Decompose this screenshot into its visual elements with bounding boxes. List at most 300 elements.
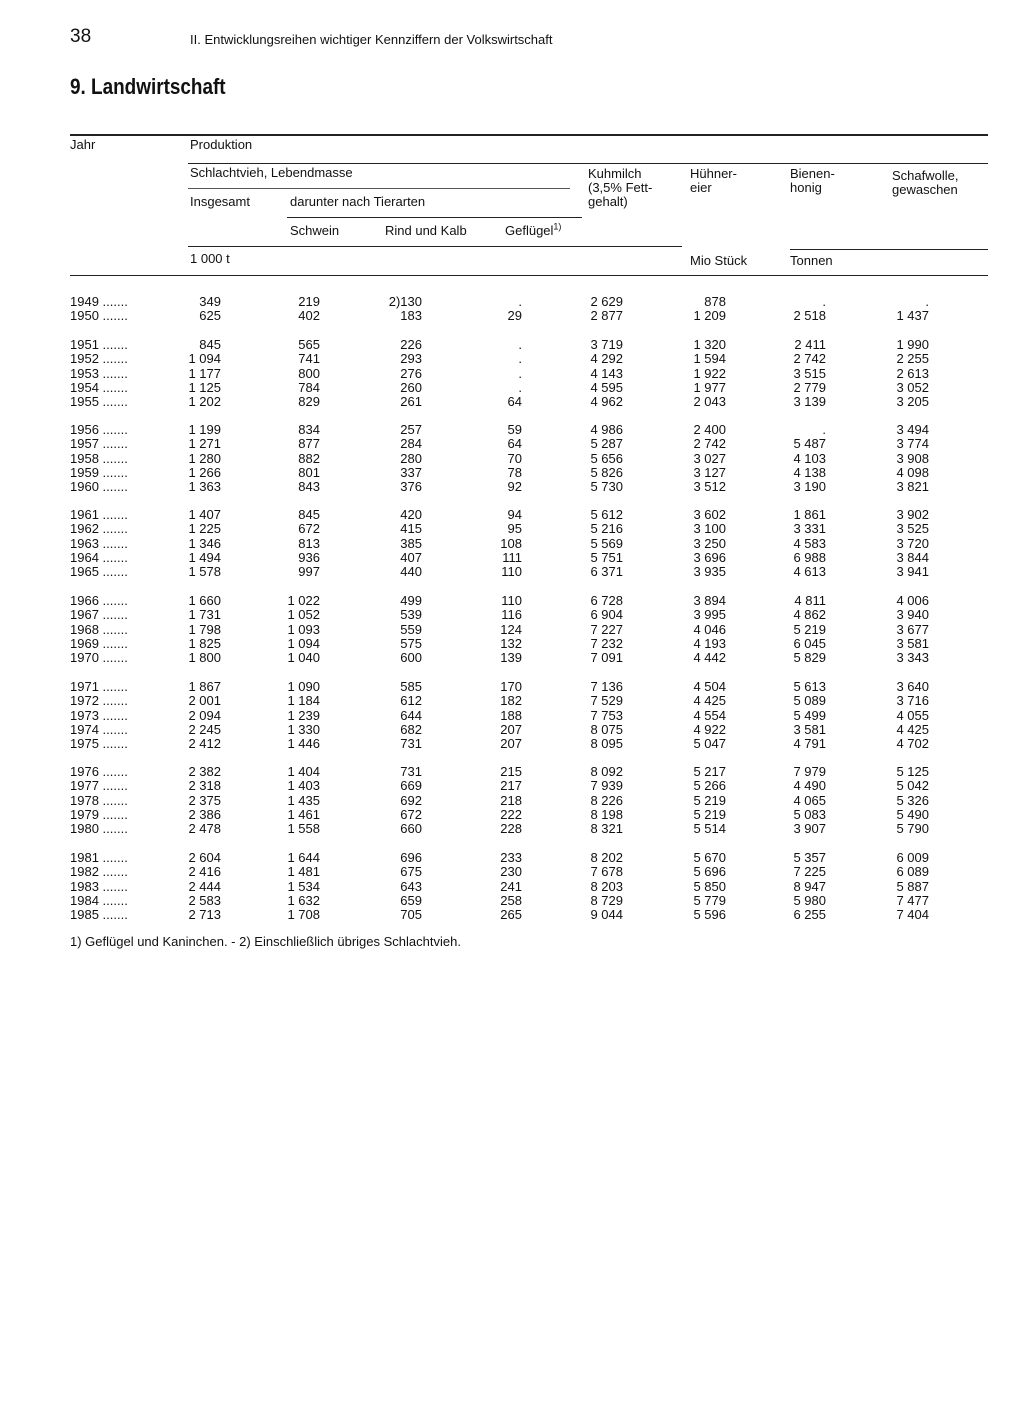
cell-schafwolle: 2 613 (896, 365, 929, 381)
cell-year: 1964 ....... (70, 549, 128, 565)
cell-schafwolle: 6 009 (896, 850, 929, 865)
cell-schafwolle: 3 941 (896, 564, 929, 580)
cell-year: 1949 ....... (70, 294, 128, 309)
cell-insgesamt: 1 177 (188, 365, 221, 381)
cell-insgesamt: 1 407 (188, 507, 221, 522)
cell-huehnereier: 4 554 (693, 707, 726, 723)
cell-insgesamt: 1 825 (188, 635, 221, 651)
header-darunter: darunter nach Tierarten (290, 194, 426, 209)
table-row (0, 880, 1024, 894)
cell-schafwolle: 5 887 (896, 878, 929, 894)
cell-bienenhonig: 2 779 (793, 379, 826, 395)
cell-schafwolle: 3 581 (896, 635, 929, 651)
cell-schafwolle: 3 844 (896, 549, 929, 565)
cell-insgesamt: 1 363 (188, 479, 221, 495)
cell-year: 1981 ....... (70, 850, 128, 865)
cell-schwein: 845 (298, 507, 320, 522)
cell-year: 1985 ....... (70, 907, 128, 923)
cell-schafwolle: 5 790 (896, 821, 929, 837)
cell-huehnereier: 3 127 (693, 464, 726, 480)
cell-year: 1975 ....... (70, 736, 128, 752)
cell-schwein: 1 052 (287, 607, 320, 623)
header-jahr: Jahr (70, 137, 96, 152)
cell-schafwolle: 4 055 (896, 707, 929, 723)
cell-insgesamt: 1 660 (188, 593, 221, 608)
cell-schwein: 565 (298, 337, 320, 352)
cell-bienenhonig: 3 139 (793, 394, 826, 410)
cell-schafwolle: 3 343 (896, 650, 929, 666)
cell-gefluegel: . (518, 351, 522, 367)
cell-year: 1973 ....... (70, 707, 128, 723)
table-row (0, 623, 1024, 637)
cell-schafwolle: 5 042 (896, 778, 929, 794)
cell-insgesamt: 1 800 (188, 650, 221, 666)
cell-bienenhonig: 3 515 (793, 365, 826, 381)
cell-huehnereier: 1 320 (693, 337, 726, 352)
header-bottom-rule (70, 275, 988, 276)
cell-huehnereier: 2 043 (693, 394, 726, 410)
cell-schwein: 1 558 (287, 821, 320, 837)
cell-schafwolle: 6 089 (896, 864, 929, 880)
cell-kuhmilch: 8 321 (590, 821, 623, 837)
cell-year: 1955 ....... (70, 394, 128, 410)
cell-year: 1974 ....... (70, 721, 128, 737)
cell-schafwolle: 3 774 (896, 436, 929, 452)
cell-rind-kalb: 385 (400, 535, 422, 551)
cell-schafwolle: 5 125 (896, 764, 929, 779)
cell-rind-kalb: 183 (400, 308, 422, 324)
cell-schafwolle: 4 006 (896, 593, 929, 608)
cell-bienenhonig: 4 613 (793, 564, 826, 580)
cell-insgesamt: 1 346 (188, 535, 221, 551)
cell-kuhmilch: 4 292 (590, 351, 623, 367)
cell-bienenhonig: 7 979 (793, 764, 826, 779)
cell-rind-kalb: 612 (400, 693, 422, 709)
cell-schwein: 843 (298, 479, 320, 495)
table-row (0, 651, 1024, 665)
cell-rind-kalb: 539 (400, 607, 422, 623)
cell-schwein: 1 239 (287, 707, 320, 723)
cell-kuhmilch: 5 656 (590, 450, 623, 466)
cell-gefluegel: 207 (500, 736, 522, 752)
cell-gefluegel: . (518, 379, 522, 395)
cell-schafwolle: 3 821 (896, 479, 929, 495)
cell-schwein: 1 435 (287, 792, 320, 808)
cell-gefluegel: 94 (507, 507, 522, 522)
cell-year: 1961 ....... (70, 507, 128, 522)
cell-schwein: 1 404 (287, 764, 320, 779)
cell-gefluegel: 170 (500, 679, 522, 694)
cell-huehnereier: 5 696 (693, 864, 726, 880)
table-row (0, 466, 1024, 480)
cell-rind-kalb: 696 (400, 850, 422, 865)
cell-insgesamt: 349 (199, 294, 221, 309)
cell-schafwolle: 3 720 (896, 535, 929, 551)
cell-rind-kalb: 705 (400, 907, 422, 923)
cell-bienenhonig: 3 190 (793, 479, 826, 495)
cell-huehnereier: 4 046 (693, 621, 726, 637)
cell-huehnereier: 878 (704, 294, 726, 309)
cell-schafwolle: 3 902 (896, 507, 929, 522)
cell-kuhmilch: 4 986 (590, 422, 623, 437)
cell-insgesamt: 1 266 (188, 464, 221, 480)
cell-year: 1979 ....... (70, 806, 128, 822)
footnote-marker: 1) (553, 221, 562, 232)
cell-schwein: 672 (298, 521, 320, 537)
cell-rind-kalb: 440 (400, 564, 422, 580)
cell-huehnereier: 1 209 (693, 308, 726, 324)
header-insgesamt: Insgesamt (190, 194, 250, 209)
cell-insgesamt: 1 798 (188, 621, 221, 637)
cell-kuhmilch: 8 198 (590, 806, 623, 822)
cell-gefluegel: 265 (500, 907, 522, 923)
cell-insgesamt: 2 412 (188, 736, 221, 752)
cell-gefluegel: 233 (500, 850, 522, 865)
cell-year: 1953 ....... (70, 365, 128, 381)
cell-gefluegel: 230 (500, 864, 522, 880)
cell-schafwolle: 7 477 (896, 892, 929, 908)
cell-huehnereier: 5 219 (693, 806, 726, 822)
cell-rind-kalb: 407 (400, 549, 422, 565)
cell-bienenhonig: 5 980 (793, 892, 826, 908)
header-rind: Rind und Kalb (385, 223, 467, 238)
cell-bienenhonig: 4 811 (794, 593, 826, 608)
production-rule (188, 163, 988, 164)
cell-gefluegel: 218 (500, 792, 522, 808)
cell-bienenhonig: 5 089 (793, 693, 826, 709)
cell-huehnereier: 5 596 (693, 907, 726, 923)
cell-insgesamt: 2 245 (188, 721, 221, 737)
cell-bienenhonig: 5 357 (793, 850, 826, 865)
cell-insgesamt: 2 386 (188, 806, 221, 822)
page-number: 38 (70, 26, 92, 47)
cell-bienenhonig: 4 103 (793, 450, 826, 466)
cell-insgesamt: 845 (199, 337, 221, 352)
cell-rind-kalb: 643 (400, 878, 422, 894)
cell-bienenhonig: 7 225 (793, 864, 826, 880)
cell-gefluegel: 59 (507, 422, 522, 437)
cell-rind-kalb: 675 (400, 864, 422, 880)
cell-huehnereier: 3 027 (693, 450, 726, 466)
cell-kuhmilch: 5 287 (590, 436, 623, 452)
unit-tonnen: Tonnen (790, 253, 833, 268)
cell-huehnereier: 5 779 (693, 892, 726, 908)
table-row (0, 352, 1024, 366)
cell-year: 1982 ....... (70, 864, 128, 880)
header-bienenhonig: Bienen- honig (790, 166, 835, 195)
table-row (0, 779, 1024, 793)
cell-insgesamt: 1 578 (188, 564, 221, 580)
cell-kuhmilch: 8 226 (590, 792, 623, 808)
header-schwein: Schwein (290, 223, 340, 238)
cell-bienenhonig: 3 331 (793, 521, 826, 537)
cell-huehnereier: 1 977 (693, 379, 726, 395)
cell-schwein: 219 (298, 294, 320, 309)
cell-rind-kalb: 280 (400, 450, 422, 466)
table-row (0, 865, 1024, 879)
cell-schwein: 829 (298, 394, 320, 410)
table-row (0, 309, 1024, 323)
cell-gefluegel: 78 (507, 464, 522, 480)
table-row (0, 822, 1024, 836)
cell-huehnereier: 4 425 (693, 693, 726, 709)
cell-huehnereier: 1 594 (693, 351, 726, 367)
cell-gefluegel: 182 (500, 693, 522, 709)
section-title: 9. Landwirtschaft (70, 74, 226, 99)
cell-rind-kalb: 575 (400, 635, 422, 651)
table-row (0, 680, 1024, 694)
cell-schafwolle: 3 640 (896, 679, 929, 694)
cell-gefluegel: 92 (507, 479, 522, 495)
cell-year: 1958 ....... (70, 450, 128, 466)
cell-rind-kalb: 682 (400, 721, 422, 737)
cell-rind-kalb: 669 (400, 778, 422, 794)
cell-year: 1969 ....... (70, 635, 128, 651)
cell-kuhmilch: 6 904 (590, 607, 623, 623)
cell-schwein: 402 (298, 308, 320, 324)
cell-year: 1972 ....... (70, 693, 128, 709)
table-row (0, 608, 1024, 622)
cell-schwein: 1 022 (287, 593, 320, 608)
cell-year: 1963 ....... (70, 535, 128, 551)
cell-bienenhonig: 2 411 (794, 337, 826, 352)
cell-schwein: 1 330 (287, 721, 320, 737)
table-row (0, 694, 1024, 708)
cell-bienenhonig: 3 907 (793, 821, 826, 837)
cell-insgesamt: 1 280 (188, 450, 221, 466)
cell-rind-kalb: 585 (400, 679, 422, 694)
cell-insgesamt: 2 444 (188, 878, 221, 894)
schlachtvieh-rule (188, 188, 570, 189)
cell-kuhmilch: 7 227 (590, 621, 623, 637)
cell-bienenhonig: 5 829 (793, 650, 826, 666)
cell-huehnereier: 3 602 (693, 507, 726, 522)
cell-huehnereier: 2 400 (693, 422, 726, 437)
cell-gefluegel: 64 (507, 436, 522, 452)
cell-insgesamt: 2 583 (188, 892, 221, 908)
cell-year: 1957 ....... (70, 436, 128, 452)
cell-schwein: 1 040 (287, 650, 320, 666)
cell-kuhmilch: 6 371 (590, 564, 623, 580)
cell-bienenhonig: 3 581 (793, 721, 826, 737)
table-row (0, 851, 1024, 865)
header-huehnereier: Hühner- eier (690, 166, 737, 195)
cell-gefluegel: 139 (500, 650, 522, 666)
cell-insgesamt: 2 604 (188, 850, 221, 865)
cell-year: 1977 ....... (70, 778, 128, 794)
cell-kuhmilch: 8 202 (590, 850, 623, 865)
cell-huehnereier: 3 250 (693, 535, 726, 551)
table-row (0, 522, 1024, 536)
table-row (0, 437, 1024, 451)
cell-rind-kalb: 261 (400, 394, 422, 410)
cell-bienenhonig: 4 791 (793, 736, 826, 752)
cell-gefluegel: 110 (501, 593, 522, 608)
cell-year: 1968 ....... (70, 621, 128, 637)
cell-kuhmilch: 7 678 (590, 864, 623, 880)
cell-bienenhonig: . (822, 422, 826, 437)
cell-insgesamt: 2 382 (188, 764, 221, 779)
cell-year: 1952 ....... (70, 351, 128, 367)
cell-schafwolle: 3 940 (896, 607, 929, 623)
cell-schwein: 877 (298, 436, 320, 452)
cell-rind-kalb: 731 (400, 736, 422, 752)
cell-kuhmilch: 9 044 (590, 907, 623, 923)
cell-kuhmilch: 7 753 (590, 707, 623, 723)
cell-insgesamt: 1 094 (188, 351, 221, 367)
cell-insgesamt: 2 094 (188, 707, 221, 723)
table-row (0, 765, 1024, 779)
cell-bienenhonig: 8 947 (793, 878, 826, 894)
cell-gefluegel: . (518, 365, 522, 381)
cell-rind-kalb: 420 (400, 507, 422, 522)
cell-schwein: 813 (298, 535, 320, 551)
cell-kuhmilch: 7 529 (590, 693, 623, 709)
cell-kuhmilch: 4 595 (590, 379, 623, 395)
cell-huehnereier: 4 504 (693, 679, 726, 694)
cell-rind-kalb: 499 (400, 593, 422, 608)
cell-schwein: 1 093 (287, 621, 320, 637)
cell-rind-kalb: 600 (400, 650, 422, 666)
cell-schafwolle: 3 494 (896, 422, 929, 437)
cell-year: 1976 ....... (70, 764, 128, 779)
cell-gefluegel: 217 (500, 778, 522, 794)
cell-huehnereier: 5 266 (693, 778, 726, 794)
cell-bienenhonig: 6 988 (793, 549, 826, 565)
cell-schwein: 1 534 (287, 878, 320, 894)
cell-rind-kalb: 2)130 (388, 294, 422, 309)
cell-gefluegel: 132 (500, 635, 522, 651)
cell-insgesamt: 1 225 (188, 521, 221, 537)
cell-year: 1954 ....... (70, 379, 128, 395)
cell-rind-kalb: 284 (400, 436, 422, 452)
cell-bienenhonig: 2 518 (793, 308, 826, 324)
cell-year: 1970 ....... (70, 650, 128, 666)
cell-year: 1971 ....... (70, 679, 128, 694)
cell-insgesamt: 1 202 (188, 394, 221, 410)
cell-gefluegel: 116 (501, 607, 522, 623)
cell-schwein: 1 403 (287, 778, 320, 794)
cell-kuhmilch: 7 232 (590, 635, 623, 651)
cell-huehnereier: 4 193 (693, 635, 726, 651)
table-row (0, 423, 1024, 437)
cell-kuhmilch: 7 091 (590, 650, 623, 666)
table-row (0, 508, 1024, 522)
cell-huehnereier: 5 047 (693, 736, 726, 752)
cell-gefluegel: 207 (500, 721, 522, 737)
table-row (0, 480, 1024, 494)
cell-insgesamt: 1 494 (188, 549, 221, 565)
cell-kuhmilch: 8 095 (590, 736, 623, 752)
cell-gefluegel: 70 (507, 450, 522, 466)
header-produktion: Produktion (190, 137, 253, 152)
cell-huehnereier: 5 514 (693, 821, 726, 837)
cell-year: 1978 ....... (70, 792, 128, 808)
table-row (0, 794, 1024, 808)
cell-year: 1960 ....... (70, 479, 128, 495)
cell-schafwolle: 1 437 (896, 308, 929, 324)
table-row (0, 894, 1024, 908)
cell-schafwolle: 3 525 (896, 521, 929, 537)
cell-bienenhonig: 4 138 (793, 464, 826, 480)
cell-huehnereier: 3 894 (693, 593, 726, 608)
table-top-rule (70, 134, 988, 136)
cell-kuhmilch: 2 877 (590, 308, 623, 324)
cell-rind-kalb: 260 (400, 379, 422, 395)
table-row (0, 908, 1024, 922)
header-gefluegel: Geflügel$^{1)}$ (505, 221, 562, 238)
cell-year: 1956 ....... (70, 422, 128, 437)
tierarten-rule (287, 217, 582, 218)
cell-schwein: 801 (298, 464, 320, 480)
cell-huehnereier: 5 850 (693, 878, 726, 894)
table-row (0, 395, 1024, 409)
cell-kuhmilch: 5 612 (590, 507, 623, 522)
header-kuhmilch: Kuhmilch (3,5% Fett- gehalt) (588, 166, 653, 209)
unit-1000t: 1 000 t (190, 251, 230, 266)
cell-schwein: 1 461 (287, 806, 320, 822)
cell-insgesamt: 2 001 (188, 693, 221, 709)
cell-gefluegel: 108 (500, 535, 522, 551)
table-row (0, 295, 1024, 309)
cell-huehnereier: 4 922 (693, 721, 726, 737)
cell-schwein: 1 446 (287, 736, 320, 752)
cell-rind-kalb: 293 (400, 351, 422, 367)
cell-rind-kalb: 559 (400, 621, 422, 637)
cell-rind-kalb: 276 (400, 365, 422, 381)
cell-gefluegel: 241 (500, 878, 522, 894)
cell-bienenhonig: 5 487 (793, 436, 826, 452)
cell-schafwolle: 3 205 (896, 394, 929, 410)
cell-gefluegel: 29 (507, 308, 522, 324)
cell-kuhmilch: 5 826 (590, 464, 623, 480)
cell-rind-kalb: 659 (400, 892, 422, 908)
cell-schafwolle: 3 677 (896, 621, 929, 637)
cell-insgesamt: 2 375 (188, 792, 221, 808)
cell-kuhmilch: 6 728 (590, 593, 623, 608)
cell-schwein: 936 (298, 549, 320, 565)
cell-huehnereier: 3 696 (693, 549, 726, 565)
cell-huehnereier: 3 935 (693, 564, 726, 580)
cell-schwein: 1 644 (287, 850, 320, 865)
cell-gefluegel: 222 (500, 806, 522, 822)
cell-rind-kalb: 415 (400, 521, 422, 537)
cell-bienenhonig: 4 862 (793, 607, 826, 623)
cell-huehnereier: 3 995 (693, 607, 726, 623)
table-row (0, 551, 1024, 565)
cell-year: 1962 ....... (70, 521, 128, 537)
cell-kuhmilch: 7 939 (590, 778, 623, 794)
cell-gefluegel: 188 (500, 707, 522, 723)
cell-kuhmilch: 4 962 (590, 394, 623, 410)
cell-kuhmilch: 8 075 (590, 721, 623, 737)
cell-insgesamt: 1 199 (188, 422, 221, 437)
cell-schafwolle: 3 052 (896, 379, 929, 395)
cell-schafwolle: 1 990 (896, 337, 929, 352)
cell-bienenhonig: 5 083 (793, 806, 826, 822)
unit-rule-tonnen (790, 249, 988, 250)
cell-schwein: 1 094 (287, 635, 320, 651)
cell-bienenhonig: 5 613 (793, 679, 826, 694)
cell-schwein: 741 (298, 351, 320, 367)
cell-rind-kalb: 660 (400, 821, 422, 837)
footnote: 1) Geflügel und Kaninchen. - 2) Einschließlich übriges Schlachtvieh. (70, 934, 461, 949)
cell-insgesamt: 625 (199, 308, 221, 324)
unit-rule-1000t (188, 246, 682, 247)
cell-gefluegel: 258 (500, 892, 522, 908)
cell-schwein: 1 184 (287, 693, 320, 709)
header-schlachtvieh: Schlachtvieh, Lebendmasse (190, 165, 353, 180)
